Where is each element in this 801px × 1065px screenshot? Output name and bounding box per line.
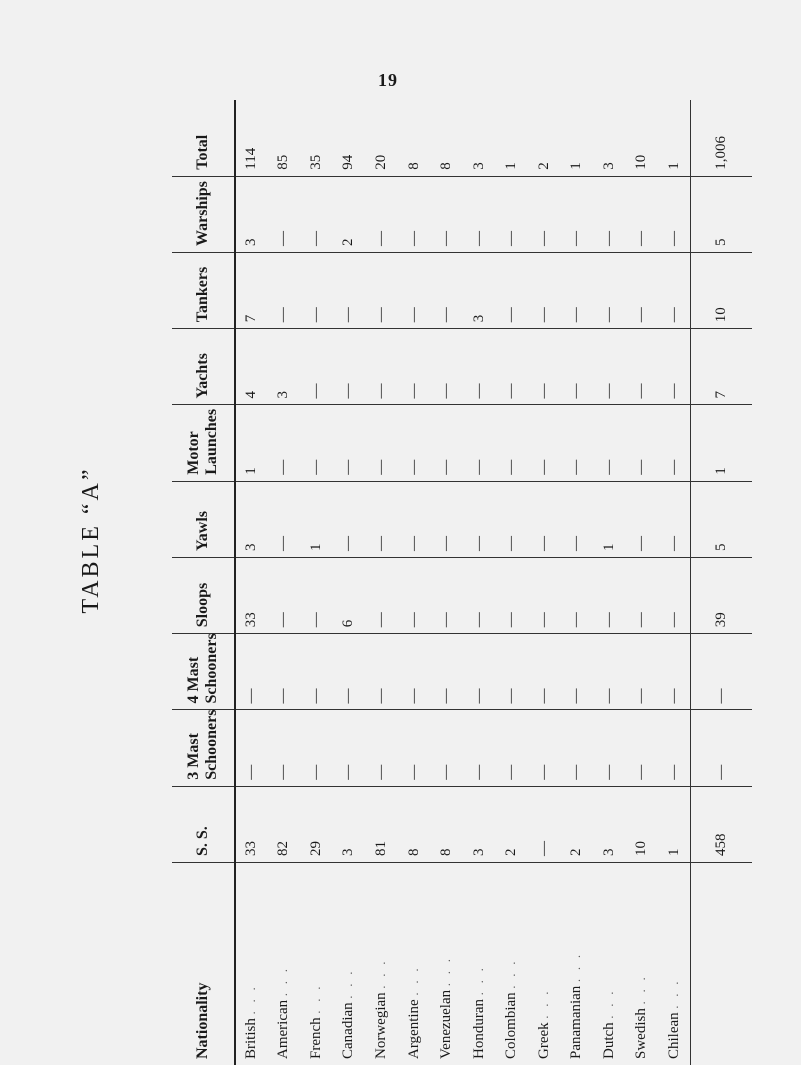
cell-total: 94: [333, 100, 366, 176]
table-row: [365, 100, 398, 1065]
cell-4-mast-schooners: —: [463, 634, 496, 710]
cell-ss: 2: [560, 786, 593, 862]
cell-yachts: 3: [268, 329, 301, 405]
cell-yachts: —: [333, 329, 366, 405]
cell-nationality: [398, 863, 431, 1065]
cell-tankers: —: [430, 253, 463, 329]
cell-4-mast-schooners: —: [333, 634, 366, 710]
cell-nationality: [333, 863, 366, 1065]
cell-yawls: —: [626, 481, 659, 557]
cell-nationality: [626, 863, 659, 1065]
cell-sloops: —: [528, 558, 561, 634]
cell-3-mast-schooners: —: [495, 710, 528, 786]
cell-yawls: 1: [300, 481, 333, 557]
cell-sloops: —: [365, 558, 398, 634]
cell-motor-launches: —: [268, 405, 301, 481]
cell-3-mast-schooners: —: [398, 710, 431, 786]
table-row: [463, 100, 496, 1065]
cell-yawls: —: [365, 481, 398, 557]
cell-yawls: —: [398, 481, 431, 557]
cell-sloops: —: [495, 558, 528, 634]
cell-motor-launches: 1: [235, 405, 268, 481]
leader-dots: . . .: [504, 959, 518, 989]
total-tankers: 10: [691, 253, 752, 329]
leader-dots: . . .: [276, 966, 290, 996]
leader-dots: . . .: [407, 966, 421, 996]
leader-dots: . . .: [667, 979, 681, 1009]
cell-sloops: —: [626, 558, 659, 634]
cell-3-mast-schooners: —: [658, 710, 691, 786]
cell-4-mast-schooners: —: [300, 634, 333, 710]
cell-ss: 29: [300, 786, 333, 862]
cell-sloops: —: [300, 558, 333, 634]
header-yawls: Yawls: [172, 481, 235, 557]
cell-sloops: —: [398, 558, 431, 634]
cell-ss: 2: [495, 786, 528, 862]
cell-yachts: —: [560, 329, 593, 405]
cell-yachts: —: [430, 329, 463, 405]
cell-motor-launches: —: [430, 405, 463, 481]
nationality-label: Colombian: [503, 992, 519, 1059]
cell-tankers: —: [658, 253, 691, 329]
cell-4-mast-schooners: —: [528, 634, 561, 710]
cell-yachts: 4: [235, 329, 268, 405]
cell-3-mast-schooners: —: [463, 710, 496, 786]
cell-motor-launches: —: [658, 405, 691, 481]
total-ss: 458: [691, 786, 752, 862]
cell-motor-launches: —: [463, 405, 496, 481]
cell-yachts: —: [398, 329, 431, 405]
cell-tankers: —: [268, 253, 301, 329]
cell-tankers: —: [528, 253, 561, 329]
cell-sloops: —: [593, 558, 626, 634]
table-row: [268, 100, 301, 1065]
cell-yawls: —: [268, 481, 301, 557]
cell-warships: —: [528, 176, 561, 252]
cell-sloops: —: [658, 558, 691, 634]
cell-3-mast-schooners: —: [593, 710, 626, 786]
table-row: [528, 100, 561, 1065]
total-3-mast-schooners: —: [691, 710, 752, 786]
cell-total: 20: [365, 100, 398, 176]
cell-motor-launches: —: [560, 405, 593, 481]
nationality-label: Swedish: [633, 1008, 649, 1059]
total-label: [691, 863, 752, 1065]
cell-yawls: —: [430, 481, 463, 557]
cell-warships: —: [365, 176, 398, 252]
cell-nationality: [430, 863, 463, 1065]
leader-dots: . . .: [341, 969, 355, 999]
cell-3-mast-schooners: —: [268, 710, 301, 786]
nationality-label: Dutch: [601, 1022, 617, 1059]
cell-motor-launches: —: [300, 405, 333, 481]
cell-total: 85: [268, 100, 301, 176]
cell-4-mast-schooners: —: [593, 634, 626, 710]
cell-3-mast-schooners: —: [333, 710, 366, 786]
header-ss: S. S.: [172, 786, 235, 862]
cell-ss: 82: [268, 786, 301, 862]
nationality-label: Norwegian: [373, 992, 389, 1059]
header-yachts: Yachts: [172, 329, 235, 405]
table-row: [398, 100, 431, 1065]
cell-sloops: 33: [235, 558, 268, 634]
cell-warships: —: [495, 176, 528, 252]
leader-dots: . . .: [374, 959, 388, 989]
table-row: [430, 100, 463, 1065]
cell-nationality: [658, 863, 691, 1065]
cell-motor-launches: —: [626, 405, 659, 481]
cell-motor-launches: —: [593, 405, 626, 481]
cell-4-mast-schooners: —: [430, 634, 463, 710]
cell-tankers: —: [495, 253, 528, 329]
table-container: [172, 100, 762, 1065]
cell-yachts: —: [626, 329, 659, 405]
cell-total: 10: [626, 100, 659, 176]
nationality-label: Canadian: [340, 1002, 356, 1059]
cell-4-mast-schooners: —: [235, 634, 268, 710]
cell-nationality: [495, 863, 528, 1065]
cell-total: 8: [430, 100, 463, 176]
cell-motor-launches: —: [495, 405, 528, 481]
table-caption: TABLE “A”: [78, 466, 105, 613]
cell-ss: 8: [398, 786, 431, 862]
nationality-label: American: [275, 1000, 291, 1059]
cell-4-mast-schooners: —: [658, 634, 691, 710]
cell-yawls: —: [463, 481, 496, 557]
cell-sloops: —: [463, 558, 496, 634]
cell-nationality: [300, 863, 333, 1065]
cell-warships: —: [268, 176, 301, 252]
cell-total: 35: [300, 100, 333, 176]
cell-3-mast-schooners: —: [235, 710, 268, 786]
totals-row: [691, 100, 752, 1065]
cell-ss: 81: [365, 786, 398, 862]
cell-motor-launches: —: [333, 405, 366, 481]
cell-motor-launches: —: [365, 405, 398, 481]
header-warships: Warships: [172, 176, 235, 252]
header-3-mast-schooners: 3 Mast Schooners: [172, 710, 235, 786]
cell-tankers: —: [626, 253, 659, 329]
cell-3-mast-schooners: —: [300, 710, 333, 786]
nationality-label: Honduran: [471, 999, 487, 1059]
table-row: [495, 100, 528, 1065]
header-total: Total: [172, 100, 235, 176]
nationality-label: British: [243, 1018, 259, 1059]
cell-yachts: —: [365, 329, 398, 405]
nationality-label: Chilean: [666, 1012, 682, 1059]
cell-ss: —: [528, 786, 561, 862]
page-number: 19: [378, 70, 398, 91]
cell-tankers: —: [300, 253, 333, 329]
cell-4-mast-schooners: —: [626, 634, 659, 710]
cell-yawls: —: [495, 481, 528, 557]
cell-warships: —: [593, 176, 626, 252]
cell-total: 1: [560, 100, 593, 176]
total-total: 1,006: [691, 100, 752, 176]
cell-nationality: [268, 863, 301, 1065]
total-motor-launches: 1: [691, 405, 752, 481]
cell-yawls: —: [560, 481, 593, 557]
cell-nationality: [235, 863, 268, 1065]
cell-warships: 3: [235, 176, 268, 252]
leader-dots: . . .: [309, 984, 323, 1014]
cell-4-mast-schooners: —: [365, 634, 398, 710]
cell-warships: —: [560, 176, 593, 252]
cell-3-mast-schooners: —: [560, 710, 593, 786]
cell-nationality: [593, 863, 626, 1065]
cell-yawls: —: [658, 481, 691, 557]
cell-3-mast-schooners: —: [626, 710, 659, 786]
cell-ss: 3: [593, 786, 626, 862]
cell-4-mast-schooners: —: [268, 634, 301, 710]
cell-yachts: —: [495, 329, 528, 405]
nationality-label: French: [308, 1017, 324, 1059]
total-yachts: 7: [691, 329, 752, 405]
cell-total: 1: [658, 100, 691, 176]
cell-total: 8: [398, 100, 431, 176]
cell-motor-launches: —: [398, 405, 431, 481]
cell-ss: 3: [463, 786, 496, 862]
cell-yachts: —: [658, 329, 691, 405]
cell-sloops: —: [430, 558, 463, 634]
leader-dots: . . .: [244, 984, 258, 1014]
cell-tankers: —: [333, 253, 366, 329]
cell-yawls: —: [333, 481, 366, 557]
table-row: [333, 100, 366, 1065]
cell-motor-launches: —: [528, 405, 561, 481]
cell-yachts: —: [300, 329, 333, 405]
cell-tankers: —: [398, 253, 431, 329]
cell-yawls: 1: [593, 481, 626, 557]
cell-nationality: [463, 863, 496, 1065]
cell-warships: 2: [333, 176, 366, 252]
table-row: [593, 100, 626, 1065]
cell-ss: 3: [333, 786, 366, 862]
cell-warships: —: [463, 176, 496, 252]
leader-dots: . . .: [634, 974, 648, 1004]
table-row: [560, 100, 593, 1065]
cell-ss: 8: [430, 786, 463, 862]
nationality-vessel-table: [172, 100, 752, 1065]
cell-sloops: —: [560, 558, 593, 634]
table-body: [235, 100, 752, 1065]
cell-total: 2: [528, 100, 561, 176]
cell-warships: —: [398, 176, 431, 252]
rotated-table: [172, 100, 752, 1065]
table-row: [658, 100, 691, 1065]
cell-nationality: [365, 863, 398, 1065]
leader-dots: . . .: [602, 989, 616, 1019]
total-sloops: 39: [691, 558, 752, 634]
cell-total: 3: [463, 100, 496, 176]
total-yawls: 5: [691, 481, 752, 557]
cell-ss: 33: [235, 786, 268, 862]
cell-warships: —: [430, 176, 463, 252]
header-sloops: Sloops: [172, 558, 235, 634]
cell-tankers: —: [560, 253, 593, 329]
nationality-label: Venezuelan: [438, 990, 454, 1059]
nationality-label: Argentine: [406, 999, 422, 1059]
cell-3-mast-schooners: —: [528, 710, 561, 786]
cell-4-mast-schooners: —: [398, 634, 431, 710]
cell-sloops: 6: [333, 558, 366, 634]
cell-warships: —: [300, 176, 333, 252]
cell-ss: 10: [626, 786, 659, 862]
table-row: [300, 100, 333, 1065]
cell-yachts: —: [593, 329, 626, 405]
cell-total: 3: [593, 100, 626, 176]
leader-dots: . . .: [439, 956, 453, 986]
table-row: [626, 100, 659, 1065]
cell-4-mast-schooners: —: [495, 634, 528, 710]
cell-tankers: 3: [463, 253, 496, 329]
cell-total: 1: [495, 100, 528, 176]
cell-yachts: —: [463, 329, 496, 405]
table-header-row: [172, 100, 235, 1065]
cell-4-mast-schooners: —: [560, 634, 593, 710]
cell-tankers: —: [365, 253, 398, 329]
cell-nationality: [528, 863, 561, 1065]
total-warships: 5: [691, 176, 752, 252]
header-nationality: Nationality: [172, 863, 235, 1065]
header-motor-launches: Motor Launches: [172, 405, 235, 481]
header-4-mast-schooners: 4 Mast Schooners: [172, 634, 235, 710]
cell-yawls: 3: [235, 481, 268, 557]
leader-dots: . . .: [472, 965, 486, 995]
cell-nationality: [560, 863, 593, 1065]
leader-dots: . . .: [569, 952, 583, 982]
leader-dots: . . .: [537, 989, 551, 1019]
table-row: [235, 100, 268, 1065]
header-tankers: Tankers: [172, 253, 235, 329]
cell-3-mast-schooners: —: [365, 710, 398, 786]
nationality-label: Greek: [536, 1022, 552, 1059]
cell-total: 114: [235, 100, 268, 176]
nationality-label: Panamanian: [568, 986, 584, 1059]
cell-warships: —: [658, 176, 691, 252]
cell-yachts: —: [528, 329, 561, 405]
total-4-mast-schooners: —: [691, 634, 752, 710]
cell-tankers: —: [593, 253, 626, 329]
cell-yawls: —: [528, 481, 561, 557]
cell-ss: 1: [658, 786, 691, 862]
cell-tankers: 7: [235, 253, 268, 329]
cell-warships: —: [626, 176, 659, 252]
cell-sloops: —: [268, 558, 301, 634]
cell-3-mast-schooners: —: [430, 710, 463, 786]
